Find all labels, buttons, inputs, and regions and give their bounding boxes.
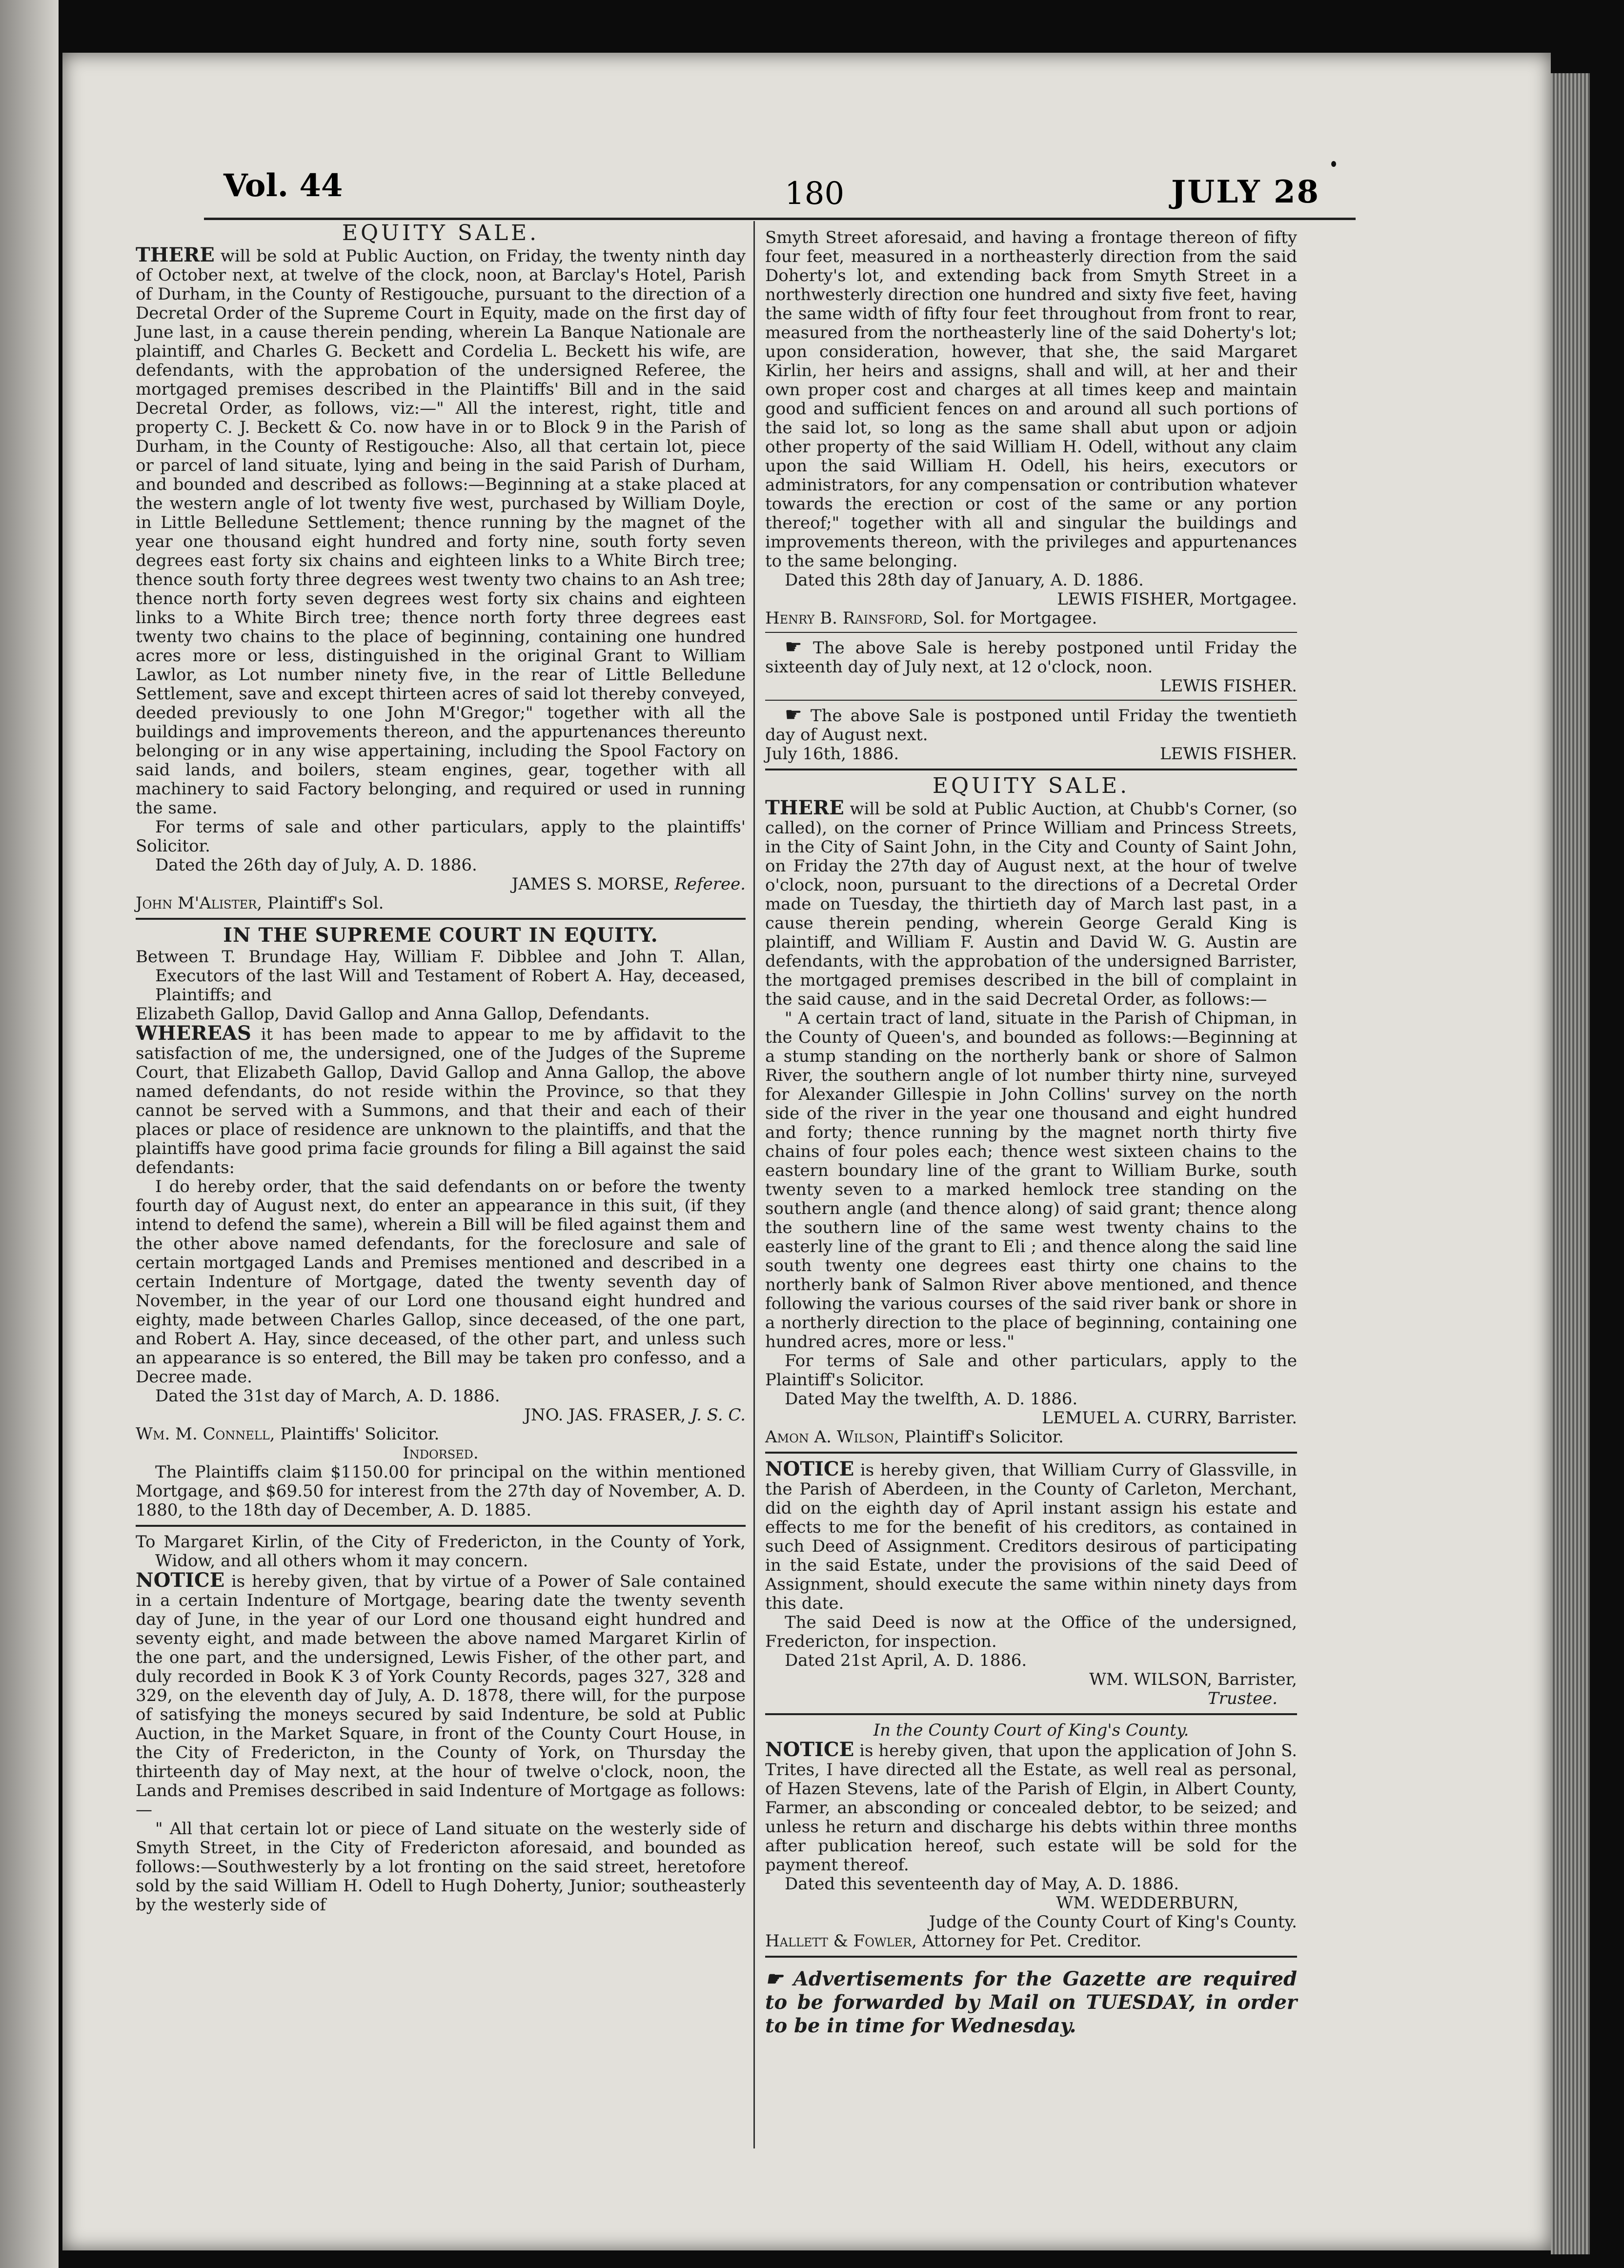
- postponement-1-signature: LEWIS FISHER.: [1159, 676, 1297, 696]
- rule: [765, 632, 1297, 633]
- postponement-2-date: July 16th, 1886.: [765, 744, 899, 764]
- pointing-hand-icon: ☛: [765, 1967, 783, 1990]
- notice-body: is hereby given, that by virtue of a Power of Sale contained in a certain Indenture of Mortgage, bearing date the twenty seventh day of June, in the year of our Lord one thousand eight hundred and seventy eight, and made between the above named Margaret Kirlin of the one part, and the undersigned, Lewis Fisher, of the other part, and duly recorded in Book K 3 of York County Records, pages 327, 328 and 329, on the eleventh day of July, A. D. 1878, there will, for the purpose of satisfying the moneys secured by said Indenture, be sold at Public Auction, in the Market Square, in front of the County Court House, in the City of Fredericton, in the County of York, on Thursday the thirteenth day of May next, at the hour of twelve o'clock, noon, the Lands and Premises described in said Indenture of Mortgage as follows:—: [136, 1572, 746, 1820]
- right-column: [765, 228, 1297, 2038]
- curry-assignment-notice: [765, 1459, 1297, 1708]
- column-divider: [753, 221, 755, 2148]
- solicitor-line: Wm. M. Connell, Plaintiffs' Solicitor.: [136, 1424, 440, 1444]
- equity-sale-title: EQUITY SALE.: [342, 221, 540, 245]
- solicitor-line: Henry B. Rainsford, Sol. for Mortgagee.: [765, 608, 1097, 628]
- supreme-court-title: IN THE SUPREME COURT IN EQUITY.: [223, 924, 658, 947]
- parties-defendants: Elizabeth Gallop, David Gallop and Anna Gallop, Defendants.: [136, 1004, 650, 1024]
- terms-text: For terms of sale and other particulars, apply to the plaintiffs' Solicitor.: [136, 817, 746, 856]
- section-divider: [136, 1525, 746, 1527]
- equity-sale-body: will be sold at Public Auction, at Chubb's Corner, (so called), on the corner of Prince William and Princess Streets, in the City of Saint John, in the City and County of Saint John, on Friday the 27th day of August next, at the hour of twelve o'clock, noon, pursuant to the directions of a Decretal Order made on Tuesday, the thirtieth day of March last past, in a cause therein pending, wherein George Gerald King is plaintiff, and William F. Austin and David W. G. Austin are defendants, with the approbation of the undersigned Barrister, the mortgaged premises described in the bill of complaint in the said cause, and in the said Decretal Order, as follows:—: [765, 799, 1297, 1009]
- lead-word: NOTICE: [765, 1458, 854, 1480]
- section-divider: [765, 1452, 1297, 1454]
- county-court-notice: [765, 1721, 1297, 1951]
- lead-word: THERE: [136, 243, 215, 266]
- deed-note: The said Deed is now at the Office of the undersigned, Fredericton, for inspection.: [765, 1613, 1297, 1651]
- order-paragraph: I do hereby order, that the said defendants on or before the twenty fourth day of August next, do enter an appearance in this suit, (if they intend to defend the same), wherein a Bill will be filed against them and the other above named defendants, for the foreclosure and sale of certain mortgaged Lands and Premises mentioned and described in a certain Indenture of Mortgage, dated the twenty seventh day of November, in the year of our Lord one thousand eight hundred and eighty, made between Charles Gallop, since deceased, of the one part, and Robert A. Hay, since deceased, of the other part, and unless such an appearance is so entered, the Bill may be taken pro confesso, and a Decree made.: [136, 1177, 746, 1387]
- barrister-signature: LEMUEL A. CURRY, Barrister.: [1042, 1408, 1297, 1428]
- indorsed-heading: Indorsed.: [403, 1443, 479, 1463]
- mortgagee-signature: LEWIS FISHER, Mortgagee.: [1057, 589, 1297, 609]
- lead-word: THERE: [765, 796, 844, 819]
- equity-sale-notice-2: [765, 773, 1297, 1447]
- kirlin-notice-continued: [765, 228, 1297, 764]
- dated-line: Dated the 26th day of July, A. D. 1886.: [155, 855, 477, 875]
- addressee: To Margaret Kirlin, of the City of Fredericton, in the County of York, Widow, and all others whom it may concern.: [136, 1532, 746, 1571]
- lead-word: WHEREAS: [136, 1022, 251, 1045]
- section-divider: [136, 918, 746, 920]
- equity-sale-body: will be sold at Public Auction, on Friday, the twenty ninth day of October next, at twelve of the clock, noon, at Barclay's Hotel, Parish of Durham, in the County of Restigouche, pursuant to the direction of a Decretal Order of the Supreme Court in Equity, made on the first day of June last, in a cause therein pending, wherein La Banque Nationale are plaintiff, and Charles G. Beckett and Cordelia L. Beckett his wife, are defendants, with the approbation of the undersigned Referee, the mortgaged premises described in the Plaintiffs' Bill and in the said Decretal Order, as follows, viz:—" All the interest, right, title and property C. J. Beckett & Co. now have in or to Block 9 in the Parish of Durham, in the County of Restigouche: Also, all that certain lot, piece or parcel of land situate, lying and being in the said Parish of Durham, and bounded and described as follows:—Beginning at a stake placed at the western angle of lot twenty five west, purchased by William Doyle, in Little Belledune Settlement; thence running by the magnet of the year one thousand eight hundred and forty nine, south forty seven degrees east forty six chains and eighteen links to a White Birch tree; thence south forty three degrees west twenty two chains to an Ash tree; thence north forty seven degrees west forty six chains and eighteen links to a White Birch tree; thence north forty three degrees east twenty two chains to the place of beginning, containing one hundred acres more or less, distinguished in the original Grant to William Lawlor, as Lot number ninety five, in the rear of Little Belledune Settlement, save and except thirteen acres of said lot thereby conveyed, deeded previously to one John M'Gregor;" together with all the buildings and improvements thereon, and the appurtenances thereunto belonging or in any wise appertaining, including the Spool Factory on said lands, and boilers, steam engines, gear, together with all machinery to said Factory belonging, and required or used in running the same.: [136, 246, 746, 818]
- judge-signature: WM. WEDDERBURN,: [1056, 1893, 1238, 1913]
- continued-text: Smyth Street aforesaid, and having a frontage thereon of fifty four feet, measured in a northeasterly direction from the said Doherty's lot, and extending back from Smyth Street in a northwesterly direction one hundred and sixty five feet, having the same width of fifty four feet throughout from front to rear, measured from the northeasterly line of the said Doherty's lot; upon consideration, however, that she, the said Margaret Kirlin, her heirs and assigns, shall and will, at her and their own proper cost and charges at all times keep and maintain good and sufficient fences on and around all such portions of the said lot, so long as the same shall abut upon or adjoin other property of the said William H. Odell, without any claim upon the said William H. Odell, his heirs, executors or administrators, for any compensation or contribution whatever towards the erection or cost of the same or any portion thereof;" together with all and singular the buildings and improvements thereon, with the privileges and appurtenances to the same belonging.: [765, 228, 1298, 571]
- county-court-title: In the County Court of King's County.: [873, 1721, 1189, 1740]
- book-gutter: [0, 0, 59, 2268]
- claim-paragraph: The Plaintiffs claim $1150.00 for principal on the within mentioned Mortgage, and $69.50 for interest from the 27th day of November, A. D. 1880, to the 18th day of December, A. D. 1885.: [136, 1462, 746, 1520]
- dated-line: Dated May the twelfth, A. D. 1886.: [785, 1389, 1078, 1409]
- terms-text: For terms of Sale and other particulars, apply to the Plaintiff's Solicitor.: [765, 1351, 1297, 1390]
- referee-signature: JAMES S. MORSE, Referee.: [511, 874, 746, 894]
- notice-body: is hereby given, that William Curry of Glassville, in the Parish of Aberdeen, in the County of Carleton, Merchant, did on the eighth day of April instant assign his estate and effects to me for the benefit of his creditors, as contained in such Deed of Assignment. Creditors desirous of participating in the said Estate, under the provisions of the said Deed of Assignment, should execute the same within ninety days from this date.: [765, 1460, 1297, 1613]
- notice-body: is hereby given, that upon the application of John S. Trites, I have directed all the Estate, as well real as personal, of Hazen Stevens, late of the Parish of Elgin, in Albert County, Farmer, an absconding or concealed debtor, to be seized; and unless he return and discharge his debts within three months after publication hereof, such estate will be sold for the payment thereof.: [765, 1741, 1298, 1875]
- lead-word: NOTICE: [765, 1738, 854, 1761]
- lead-word: NOTICE: [136, 1569, 225, 1592]
- parties-plaintiffs: Between T. Brundage Hay, William F. Dibblee and John T. Allan, Executors of the last Will and Testament of Robert A. Hay, deceased, Plaintiffs; and: [136, 947, 746, 1005]
- dated-line: Dated this 28th day of January, A. D. 1886.: [785, 570, 1144, 590]
- attorney-line: Hallett & Fowler, Attorney for Pet. Creditor.: [765, 1931, 1142, 1951]
- dated-line: Dated this seventeenth day of May, A. D. 1886.: [785, 1874, 1179, 1894]
- solicitor-line: Amon A. Wilson, Plaintiff's Solicitor.: [765, 1427, 1064, 1447]
- section-divider: [765, 1713, 1297, 1715]
- section-divider: [765, 1956, 1297, 1958]
- postponement-1: The above Sale is hereby postponed until Friday the sixteenth day of July next, at 12 o'clock, noon.: [765, 638, 1298, 677]
- issue-date: JULY 28: [1171, 174, 1320, 210]
- page-edges: [1551, 73, 1590, 2254]
- judge-signature: JNO. JAS. FRASER, J. S. C.: [524, 1405, 746, 1425]
- pointing-hand-icon: ☛: [785, 704, 802, 726]
- judge-title: Judge of the County Court of King's County.: [929, 1912, 1297, 1932]
- section-divider: [765, 769, 1297, 770]
- property-quote: " A certain tract of land, situate in the Parish of Chipman, in the County of Queen's, and bounded as follows:—Beginning at a stump standing on the northerly bank or shore of Salmon River, the southern angle of lot number thirty nine, surveyed for Alexander Gillespie in John Collins' survey on the north side of the river in the year one thousand and eight hundred and forty; thence running by the magnet north thirty five chains of four poles each; thence west sixteen chains to the eastern boundary line of the grant to William Burke, south twenty seven to a marked hemlock tree standing on the southern angle (and thence along) of said grant; thence along the southern line of the same west twenty chains to the easterly line of the grant to Eli ; and thence along the said line south twenty one degrees east thirty one chains to the northerly bank of Salmon River above mentioned, and thence following the various courses of the said river bank or shore in a northerly direction to the place of beginning, containing one hundred acres, more or less.": [765, 1009, 1297, 1352]
- rule: [765, 700, 1297, 701]
- ink-speck: [1331, 161, 1336, 167]
- kirlin-notice: [136, 1533, 746, 1915]
- postponement-2-signature: LEWIS FISHER.: [1159, 744, 1297, 764]
- supreme-court-notice: [136, 926, 746, 1520]
- advert-note: ☛ Advertisements for the Gazette are required to be forwarded by Mail on TUESDAY, in order to be in time for Wednesday.: [765, 1967, 1297, 2037]
- trustee-signature: WM. WILSON, Barrister,: [1089, 1670, 1297, 1689]
- gazette-page: [62, 53, 1551, 2250]
- trustee-title: Trustee.: [1208, 1689, 1278, 1708]
- pointing-hand-icon: ☛: [785, 636, 802, 658]
- property-quote: " All that certain lot or piece of Land situate on the westerly side of Smyth Street, in the City of Fredericton aforesaid, and bounded as follows:—Southwesterly by a lot fronting on the said street, heretofore sold by the said William H. Odell to Hugh Doherty, Junior; southeasterly by the westerly side of: [136, 1819, 746, 1915]
- equity-sale-title: EQUITY SALE.: [932, 773, 1130, 798]
- equity-sale-notice-1: [136, 223, 746, 913]
- page-number: 180: [785, 176, 845, 212]
- volume-label: Vol. 44: [223, 167, 343, 204]
- postponement-2-footer: [765, 745, 1297, 764]
- dated-line: Dated the 31st day of March, A. D. 1886.: [155, 1386, 500, 1406]
- dated-line: Dated 21st April, A. D. 1886.: [785, 1651, 1027, 1670]
- solicitor-line: John M'Alister, Plaintiff's Sol.: [136, 893, 384, 913]
- whereas-paragraph: it has been made to appear to me by affidavit to the satisfaction of me, the undersigned, one of the Judges of the Supreme Court, that Elizabeth Gallop, David Gallop and Anna Gallop, the above named defendants, do not reside within the Province, so that they cannot be served with a Summons, and that their and each of their places or place of residence are unknown to the plaintiffs, and that the plaintiffs have good prima facie grounds for filing a Bill against the said defendants:: [136, 1025, 746, 1177]
- postponement-2: The above Sale is postponed until Friday the twentieth day of August next.: [765, 706, 1297, 745]
- left-column: [136, 219, 746, 1915]
